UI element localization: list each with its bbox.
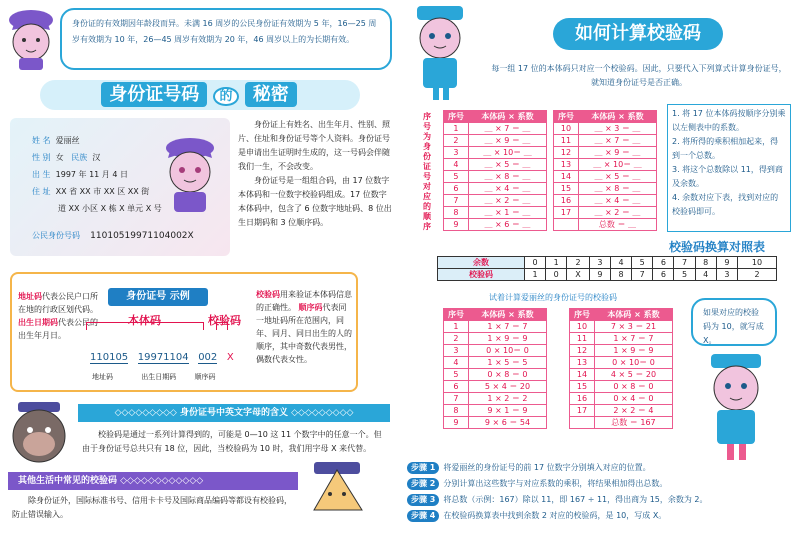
row-expr: ＿ × 2 ＝ ＿ — [578, 207, 656, 219]
coef-row — [444, 219, 547, 231]
row-seq: 7 — [444, 195, 469, 207]
coef-row — [554, 183, 657, 195]
example-seq-part: 002 — [198, 352, 218, 363]
check-code-cell: 9 — [589, 269, 610, 281]
header-seq: 序号 — [570, 309, 595, 321]
steps-box-2: 2. 将所得的乘积相加起来，得到一个总数。 — [672, 137, 779, 160]
coef-row — [444, 135, 547, 147]
other-title: 其他生活中常见的校验码 ◇◇◇◇◇◇◇◇◇◇◇◇ — [8, 472, 298, 490]
trial-row — [570, 417, 673, 429]
check-code-bracket — [216, 322, 228, 330]
row-seq: 5 — [444, 171, 469, 183]
sex-label: 性 别 — [32, 153, 51, 162]
trial-row — [570, 345, 673, 357]
step-4: 步骤 4 在校验码换算表中找到余数 2 对应的校验码，是 10，写成 X。 — [407, 510, 666, 522]
trial-row — [444, 393, 547, 405]
row-expr: 2 × 2 ＝ 4 — [594, 405, 672, 417]
card-desc-1: 身份证上有姓名、出生年月、性别、照片、住址和身份证号等个人资料。身份证号是申请出生证明时生成的，这一号码会伴随我们一生，不会改变。 — [238, 120, 390, 171]
example-birth-part: 19971104 — [137, 352, 189, 363]
trial-row — [570, 321, 673, 333]
coef-row — [444, 123, 547, 135]
steps-box-4: 4. 余数对应下表，找到对应的校验码即可。 — [672, 193, 779, 216]
row-seq: 16 — [554, 195, 579, 207]
id-number-label: 公民身份号码 — [32, 231, 80, 240]
row-seq: 4 — [444, 159, 469, 171]
addr-code-term: 地址码 — [18, 292, 42, 301]
conv-row2-label: 校验码 — [438, 269, 525, 281]
row-expr: ＿ × 10＝ ＿ — [468, 147, 546, 159]
trial-row — [444, 417, 547, 429]
row-expr: ＿ × 9 ＝ ＿ — [468, 135, 546, 147]
seq-code-term: 顺序码 — [298, 303, 323, 312]
check-code-cell: 4 — [695, 269, 716, 281]
wolf-illustration — [306, 460, 368, 524]
right-intro-text: 每一组 17 位的本体码只对应一个校验码。因此，只要代入下列算式计算身份证号，就知道身份证号是否正确。 — [491, 64, 787, 87]
gorilla-illustration — [8, 402, 70, 466]
card-desc-2: 身份证号是一组组合码，由 17 位数字本体码和一位数字校验码组成。17 位数字本体码中，包含了 6 位数字地址码、8 位出生日期码和 3 位顺序码。 — [238, 176, 392, 227]
row-seq: 8 — [444, 405, 469, 417]
row-expr: ＿ × 10＝ ＿ — [578, 159, 656, 171]
side-label: 序号为身份证号对应的顺序 — [423, 112, 431, 231]
header-seq: 序号 — [554, 111, 579, 123]
conv-title: 校验码换算对照表 — [669, 240, 766, 254]
steps-box — [667, 104, 791, 232]
row-seq: 6 — [444, 183, 469, 195]
check-code-cell: 1 — [524, 269, 545, 281]
address-line2: 道 XX 小区 X 栋 X 单元 X 号 — [58, 204, 162, 213]
row-seq: 1 — [444, 321, 469, 333]
row-expr: ＿ × 8 ＝ ＿ — [578, 183, 656, 195]
row-expr: 9 × 1 ＝ 9 — [468, 405, 546, 417]
label-seq-code: 顺序码 — [194, 373, 216, 381]
remainder-cell: 10 — [737, 257, 776, 269]
trial-table-left — [443, 308, 547, 429]
title-part1: 身份证号码 — [101, 82, 207, 107]
row-seq: 15 — [554, 183, 579, 195]
step-4-text: 在校验码换算表中找到余数 2 对应的校验码，是 10，写成 X。 — [443, 511, 667, 520]
row-seq: 4 — [444, 357, 469, 369]
trial-row — [570, 357, 673, 369]
remainder-cell: 6 — [653, 257, 674, 269]
row-seq: 2 — [444, 135, 469, 147]
row-expr: ＿ × 6 ＝ ＿ — [468, 219, 546, 231]
x-hint-bubble — [691, 298, 777, 346]
row-expr: ＿ × 2 ＝ ＿ — [468, 195, 546, 207]
remainder-cell: 9 — [716, 257, 737, 269]
row-seq: 10 — [570, 321, 595, 333]
example-part-labels — [92, 372, 215, 382]
address-line1: XX 省 XX 市 XX 区 XX 街 — [55, 187, 150, 196]
seq-code-desc: 代表同一地址码所在范围内，同年、同月、同日出生的人的顺序，其中奇数代表男性，偶数代表女性。 — [256, 303, 352, 364]
header-expr: 本体码 × 系数 — [578, 111, 656, 123]
check-code-cell: 8 — [610, 269, 631, 281]
trial-row — [570, 393, 673, 405]
row-expr: 5 × 4 ＝ 20 — [468, 381, 546, 393]
coef-row — [554, 147, 657, 159]
trial-row — [444, 357, 547, 369]
trial-row — [444, 381, 547, 393]
coef-row — [554, 195, 657, 207]
steps-box-3: 3. 将这个总数除以 11，得到商及余数。 — [672, 165, 783, 188]
coef-row — [444, 195, 547, 207]
check-code-cell: 6 — [653, 269, 674, 281]
step-2: 步骤 2 分别计算出这些数字与对应系数的乘积，将结果相加得出总数。 — [407, 478, 667, 490]
row-seq: 16 — [570, 393, 595, 405]
step-2-text: 分别计算出这些数字与对应系数的乘积，将结果相加得出总数。 — [443, 479, 668, 488]
row-expr: ＿ × 7 ＝ ＿ — [578, 135, 656, 147]
page-title-right: 如何计算校验码 — [553, 18, 723, 50]
card-photo-illustration — [158, 128, 222, 214]
intro-bubble — [60, 8, 392, 70]
trial-row — [444, 321, 547, 333]
conv-row1-label: 余数 — [438, 257, 525, 269]
birth-code-desc: 代表公民的出生年月日。 — [18, 318, 98, 340]
row-seq: 17 — [554, 207, 579, 219]
coef-row — [554, 207, 657, 219]
left-page — [0, 0, 398, 533]
birth-label: 出 生 — [32, 170, 51, 179]
row-expr: 1 × 7 ＝ 7 — [594, 333, 672, 345]
step-1-text: 将爱丽丝的身份证号的前 17 位数字分别填入对应的位置。 — [443, 463, 651, 472]
header-expr: 本体码 × 系数 — [594, 309, 672, 321]
row-expr: ＿ × 3 ＝ ＿ — [578, 123, 656, 135]
body-code-bracket — [86, 322, 204, 330]
header-seq: 序号 — [444, 111, 469, 123]
row-expr: 总数 ＝ ＿ — [578, 219, 656, 231]
birth-code-term: 出生日期码 — [18, 318, 58, 327]
row-expr: 1 × 2 ＝ 2 — [468, 393, 546, 405]
step-3: 步骤 3 将总数（示例：167）除以 11，即 167 ÷ 11，得出商为 15，余数为 2。 — [407, 494, 708, 506]
row-seq: 8 — [444, 207, 469, 219]
check-code-desc: 用来验证本体码信息的正确性。 — [256, 290, 352, 312]
example-number — [90, 352, 234, 363]
row-expr: ＿ × 5 ＝ ＿ — [578, 171, 656, 183]
trial-row — [570, 369, 673, 381]
row-seq: 14 — [554, 171, 579, 183]
cat-character-illustration — [6, 8, 56, 72]
check-code-cell: 3 — [716, 269, 737, 281]
intro-text: 身份证的有效期因年龄段而异。未满 16 周岁的公民身份证有效期为 5 年，16—25 周岁有效期为 10 年，26—45 周岁有效期为 20 年，46 周岁以上的为长期有效。 — [72, 19, 377, 44]
check-code-cell: 0 — [546, 269, 567, 281]
row-seq: 12 — [570, 345, 595, 357]
row-seq: 17 — [570, 405, 595, 417]
row-seq: 3 — [444, 345, 469, 357]
id-card — [10, 118, 230, 256]
row-expr: ＿ × 7 ＝ ＿ — [468, 123, 546, 135]
trial-row — [444, 345, 547, 357]
example-title: 身份证号 示例 — [108, 288, 208, 306]
check-code-note — [256, 288, 352, 366]
trial-row — [444, 369, 547, 381]
trial-row — [570, 333, 673, 345]
remainder-cell: 2 — [567, 257, 590, 269]
row-seq: 15 — [570, 381, 595, 393]
row-seq: 11 — [554, 135, 579, 147]
row-seq: 3 — [444, 147, 469, 159]
check-code-term: 校验码 — [256, 290, 280, 299]
remainder-cell: 0 — [524, 257, 545, 269]
coef-row — [554, 171, 657, 183]
row-expr: ＿ × 4 ＝ ＿ — [578, 195, 656, 207]
addr-code-note — [18, 290, 104, 342]
row-seq: 7 — [444, 393, 469, 405]
body-code-label: 本体码 — [128, 314, 161, 327]
title-part2: 秘密 — [245, 82, 297, 107]
ethnic-label: 民族 — [71, 153, 88, 162]
header-expr: 本体码 × 系数 — [468, 111, 546, 123]
row-expr: 9 × 6 ＝ 54 — [468, 417, 546, 429]
x-section-title: ◇◇◇◇◇◇◇◇◇ 身份证号中英文字母的含义 ◇◇◇◇◇◇◇◇◇ — [78, 404, 390, 422]
coef-row — [554, 135, 657, 147]
row-expr: 1 × 7 ＝ 7 — [468, 321, 546, 333]
remainder-cell: 3 — [589, 257, 610, 269]
header-expr: 本体码 × 系数 — [468, 309, 546, 321]
x-section-text: 校验码是通过一系列计算得到的，可能是 0—10 这 11 个数字中的任意一个。但由于身份证号总共只有 18 位，因此，当校验码为 10 时，我们用字母 X 来代替。 — [82, 430, 382, 453]
check-code-cell: 2 — [737, 269, 776, 281]
row-seq: 2 — [444, 333, 469, 345]
row-seq: 1 — [444, 123, 469, 135]
coef-table-left — [443, 110, 547, 231]
row-expr: 7 × 3 ＝ 21 — [594, 321, 672, 333]
example-check-part: X — [226, 352, 234, 363]
row-seq: 10 — [554, 123, 579, 135]
row-expr: 0 × 10＝ 0 — [468, 345, 546, 357]
conversion-table — [437, 256, 777, 281]
remainder-cell: 1 — [546, 257, 567, 269]
birth-value: 1997 年 11 月 4 日 — [55, 170, 128, 179]
cat-officer-illustration — [407, 4, 473, 104]
example-addr-part: 110105 — [90, 352, 129, 363]
ethnic-value: 汉 — [92, 153, 101, 162]
trial-row — [444, 405, 547, 417]
remainder-cell: 7 — [674, 257, 695, 269]
row-expr: 1 × 9 ＝ 9 — [594, 345, 672, 357]
row-expr: 0 × 8 ＝ 0 — [468, 369, 546, 381]
remainder-cell: 5 — [632, 257, 653, 269]
coef-row — [444, 171, 547, 183]
check-code-cell: X — [567, 269, 590, 281]
remainder-cell: 8 — [695, 257, 716, 269]
right-page — [399, 0, 797, 533]
other-text: 除身份证外，国际标准书号、信用卡卡号及国际商品编码等都设有校验码，防止错误输入。 — [12, 496, 292, 519]
row-seq: 13 — [554, 159, 579, 171]
trial-row — [570, 381, 673, 393]
check-code-label: 校验码 — [208, 314, 241, 327]
coef-table-right — [553, 110, 657, 231]
id-number-value: 11010519971104002X — [90, 231, 194, 241]
x-hint-text: 如果对应的校验码为 10，就写成 X。 — [703, 308, 764, 345]
row-expr: ＿ × 5 ＝ ＿ — [468, 159, 546, 171]
row-seq: 13 — [570, 357, 595, 369]
name-label: 姓 名 — [32, 136, 51, 145]
row-expr: 1 × 5 ＝ 5 — [468, 357, 546, 369]
row-expr: 总数 ＝ 167 — [594, 417, 672, 429]
row-expr: ＿ × 1 ＝ ＿ — [468, 207, 546, 219]
check-code-cell: 7 — [632, 269, 653, 281]
sex-value: 女 — [55, 153, 64, 162]
trial-row — [570, 405, 673, 417]
row-seq: 9 — [444, 417, 469, 429]
row-expr: 0 × 4 ＝ 0 — [594, 393, 672, 405]
coef-row — [444, 159, 547, 171]
row-expr: ＿ × 9 ＝ ＿ — [578, 147, 656, 159]
row-seq: 11 — [570, 333, 595, 345]
remainder-cell: 4 — [610, 257, 631, 269]
row-seq: 12 — [554, 147, 579, 159]
label-addr-code: 地址码 — [92, 373, 113, 381]
row-expr: 1 × 9 ＝ 9 — [468, 333, 546, 345]
address-label: 住 址 — [32, 187, 51, 196]
row-seq — [570, 417, 595, 429]
row-expr: 0 × 8 ＝ 0 — [594, 381, 672, 393]
row-expr: ＿ × 8 ＝ ＿ — [468, 171, 546, 183]
coef-row — [554, 123, 657, 135]
trial-table-right — [569, 308, 673, 429]
steps-box-1: 1. 将 17 位本体码按顺序分别乘以左侧表中的系数。 — [672, 109, 786, 132]
row-seq — [554, 219, 579, 231]
name-value: 爱丽丝 — [55, 136, 80, 145]
row-seq: 14 — [570, 369, 595, 381]
row-expr: 0 × 10＝ 0 — [594, 357, 672, 369]
trial-caption: 试着计算爱丽丝的身份证号的校验码 — [489, 293, 617, 302]
row-seq: 9 — [444, 219, 469, 231]
step-3-text: 将总数（示例：167）除以 11，即 167 ÷ 11，得出商为 15，余数为 2。 — [443, 495, 708, 504]
row-seq: 6 — [444, 381, 469, 393]
coef-row — [554, 159, 657, 171]
cat-girl-illustration — [699, 352, 773, 464]
step-1: 步骤 1 将爱丽丝的身份证号的前 17 位数字分别填入对应的位置。 — [407, 462, 651, 474]
row-expr: 4 × 5 ＝ 20 — [594, 369, 672, 381]
check-code-cell: 5 — [674, 269, 695, 281]
coef-row — [444, 147, 547, 159]
coef-row — [444, 207, 547, 219]
row-seq: 5 — [444, 369, 469, 381]
addr-code-desc: 代表公民户口所在地的行政区划代码。 — [18, 292, 98, 314]
card-description — [238, 118, 392, 230]
coef-row — [554, 219, 657, 231]
page-title — [0, 80, 398, 110]
trial-row — [444, 333, 547, 345]
label-birth-code: 出生日期码 — [141, 373, 177, 381]
row-expr: ＿ × 4 ＝ ＿ — [468, 183, 546, 195]
coef-row — [444, 183, 547, 195]
header-seq: 序号 — [444, 309, 469, 321]
title-de: 的 — [213, 87, 238, 106]
